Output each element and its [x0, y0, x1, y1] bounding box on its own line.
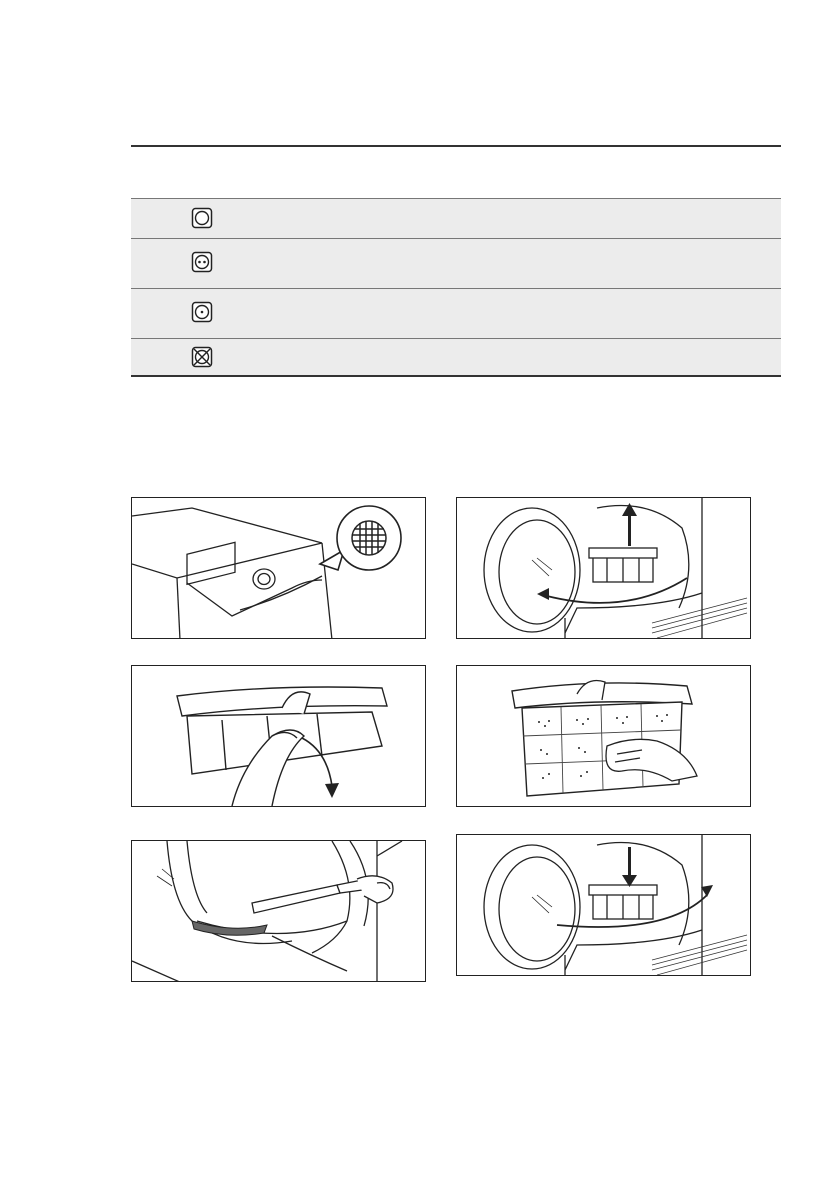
- clean-filter-mesh-illustration: [456, 665, 751, 807]
- vacuum-filter-seat-illustration: [131, 840, 426, 982]
- open-filter-hands-illustration: [131, 665, 426, 807]
- table-row: [131, 198, 781, 238]
- table-row: [131, 338, 781, 375]
- drum-crossed-icon: [191, 346, 213, 368]
- drum-two-dots-icon: [191, 251, 213, 273]
- drum-symbol-icon: [191, 207, 213, 229]
- open-filter-drawing: [132, 666, 426, 807]
- table-row: [131, 288, 781, 338]
- table-header-row: [131, 147, 781, 198]
- insert-filter-drawing: [457, 835, 751, 976]
- drum-one-dot-icon: [191, 301, 213, 323]
- insert-filter-close-door-illustration: [456, 834, 751, 976]
- dryer-top-filter-indicator-illustration: [131, 497, 426, 639]
- care-symbol-table: [131, 145, 781, 377]
- dryer-top-drawing: [132, 498, 426, 639]
- filter-mesh-drawing: [457, 666, 751, 807]
- open-door-drawing: [457, 498, 751, 639]
- open-door-lift-filter-illustration: [456, 497, 751, 639]
- vacuum-drawing: [132, 841, 426, 982]
- table-row: [131, 238, 781, 288]
